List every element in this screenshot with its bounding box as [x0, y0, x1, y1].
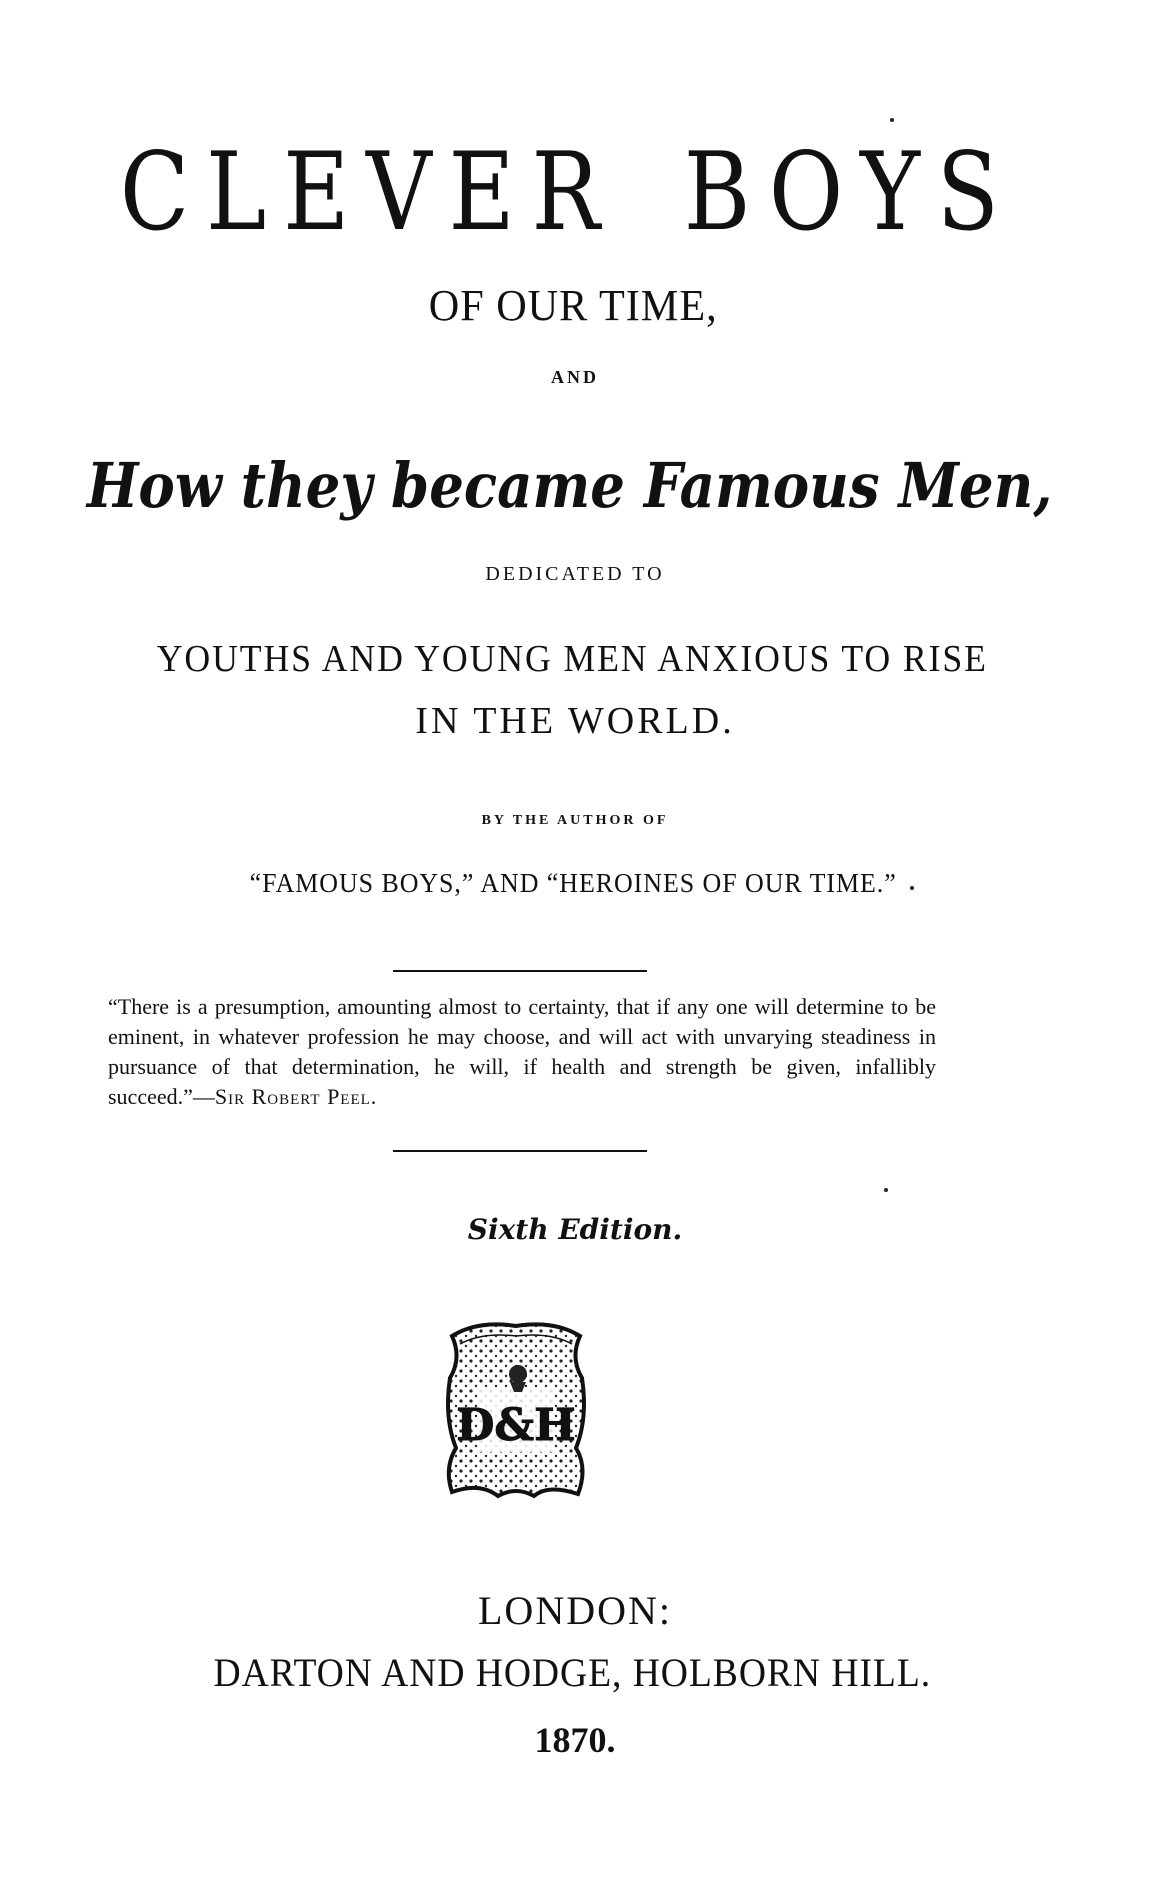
imprint-year: 1870.	[534, 1720, 616, 1760]
blackletter-subtitle: How they became Famous Men,	[86, 449, 1053, 522]
imprint-city: LONDON:	[478, 1588, 672, 1633]
dedication-label: DEDICATED TO	[485, 563, 665, 585]
subtitle: OF OUR TIME,	[428, 281, 718, 330]
byline: BY THE AUTHOR OF	[481, 813, 669, 828]
divider-rule-top	[393, 970, 647, 972]
audience-line-1: YOUTHS AND YOUNG MEN ANXIOUS TO RISE	[156, 638, 988, 680]
print-speck	[890, 118, 894, 122]
audience-line-2: IN THE WORLD.	[415, 700, 735, 742]
print-speck	[910, 886, 914, 890]
imprint-publisher: DARTON AND HODGE, HOLBORN HILL.	[213, 1650, 932, 1695]
divider-rule-bottom	[393, 1150, 647, 1152]
edition-label: Sixth Edition.	[467, 1213, 683, 1246]
previous-works: “FAMOUS BOYS,” AND “HEROINES OF OUR TIME.”	[249, 868, 897, 898]
quote-attribution: Sir Robert Peel.	[214, 1084, 378, 1109]
publisher-emblem-icon	[438, 1318, 594, 1502]
emblem-monogram: D&H	[456, 1400, 576, 1451]
book-title	[85, 118, 1051, 268]
quote-text: “There is a presumption, amounting almost to certainty, that if any one will determine to be eminent, in whatever profession he may choose, and will act with unvarying steadiness in pursuance of that determination, he will, if health and strength be given, infallibly succeed.”—	[108, 994, 936, 1109]
epigraph-quote	[108, 992, 936, 1112]
title-word-boys: BOYS	[683, 130, 1016, 255]
print-speck	[884, 1188, 888, 1192]
conjunction: AND	[551, 367, 599, 387]
title-word-clever: CLEVER	[119, 130, 617, 255]
